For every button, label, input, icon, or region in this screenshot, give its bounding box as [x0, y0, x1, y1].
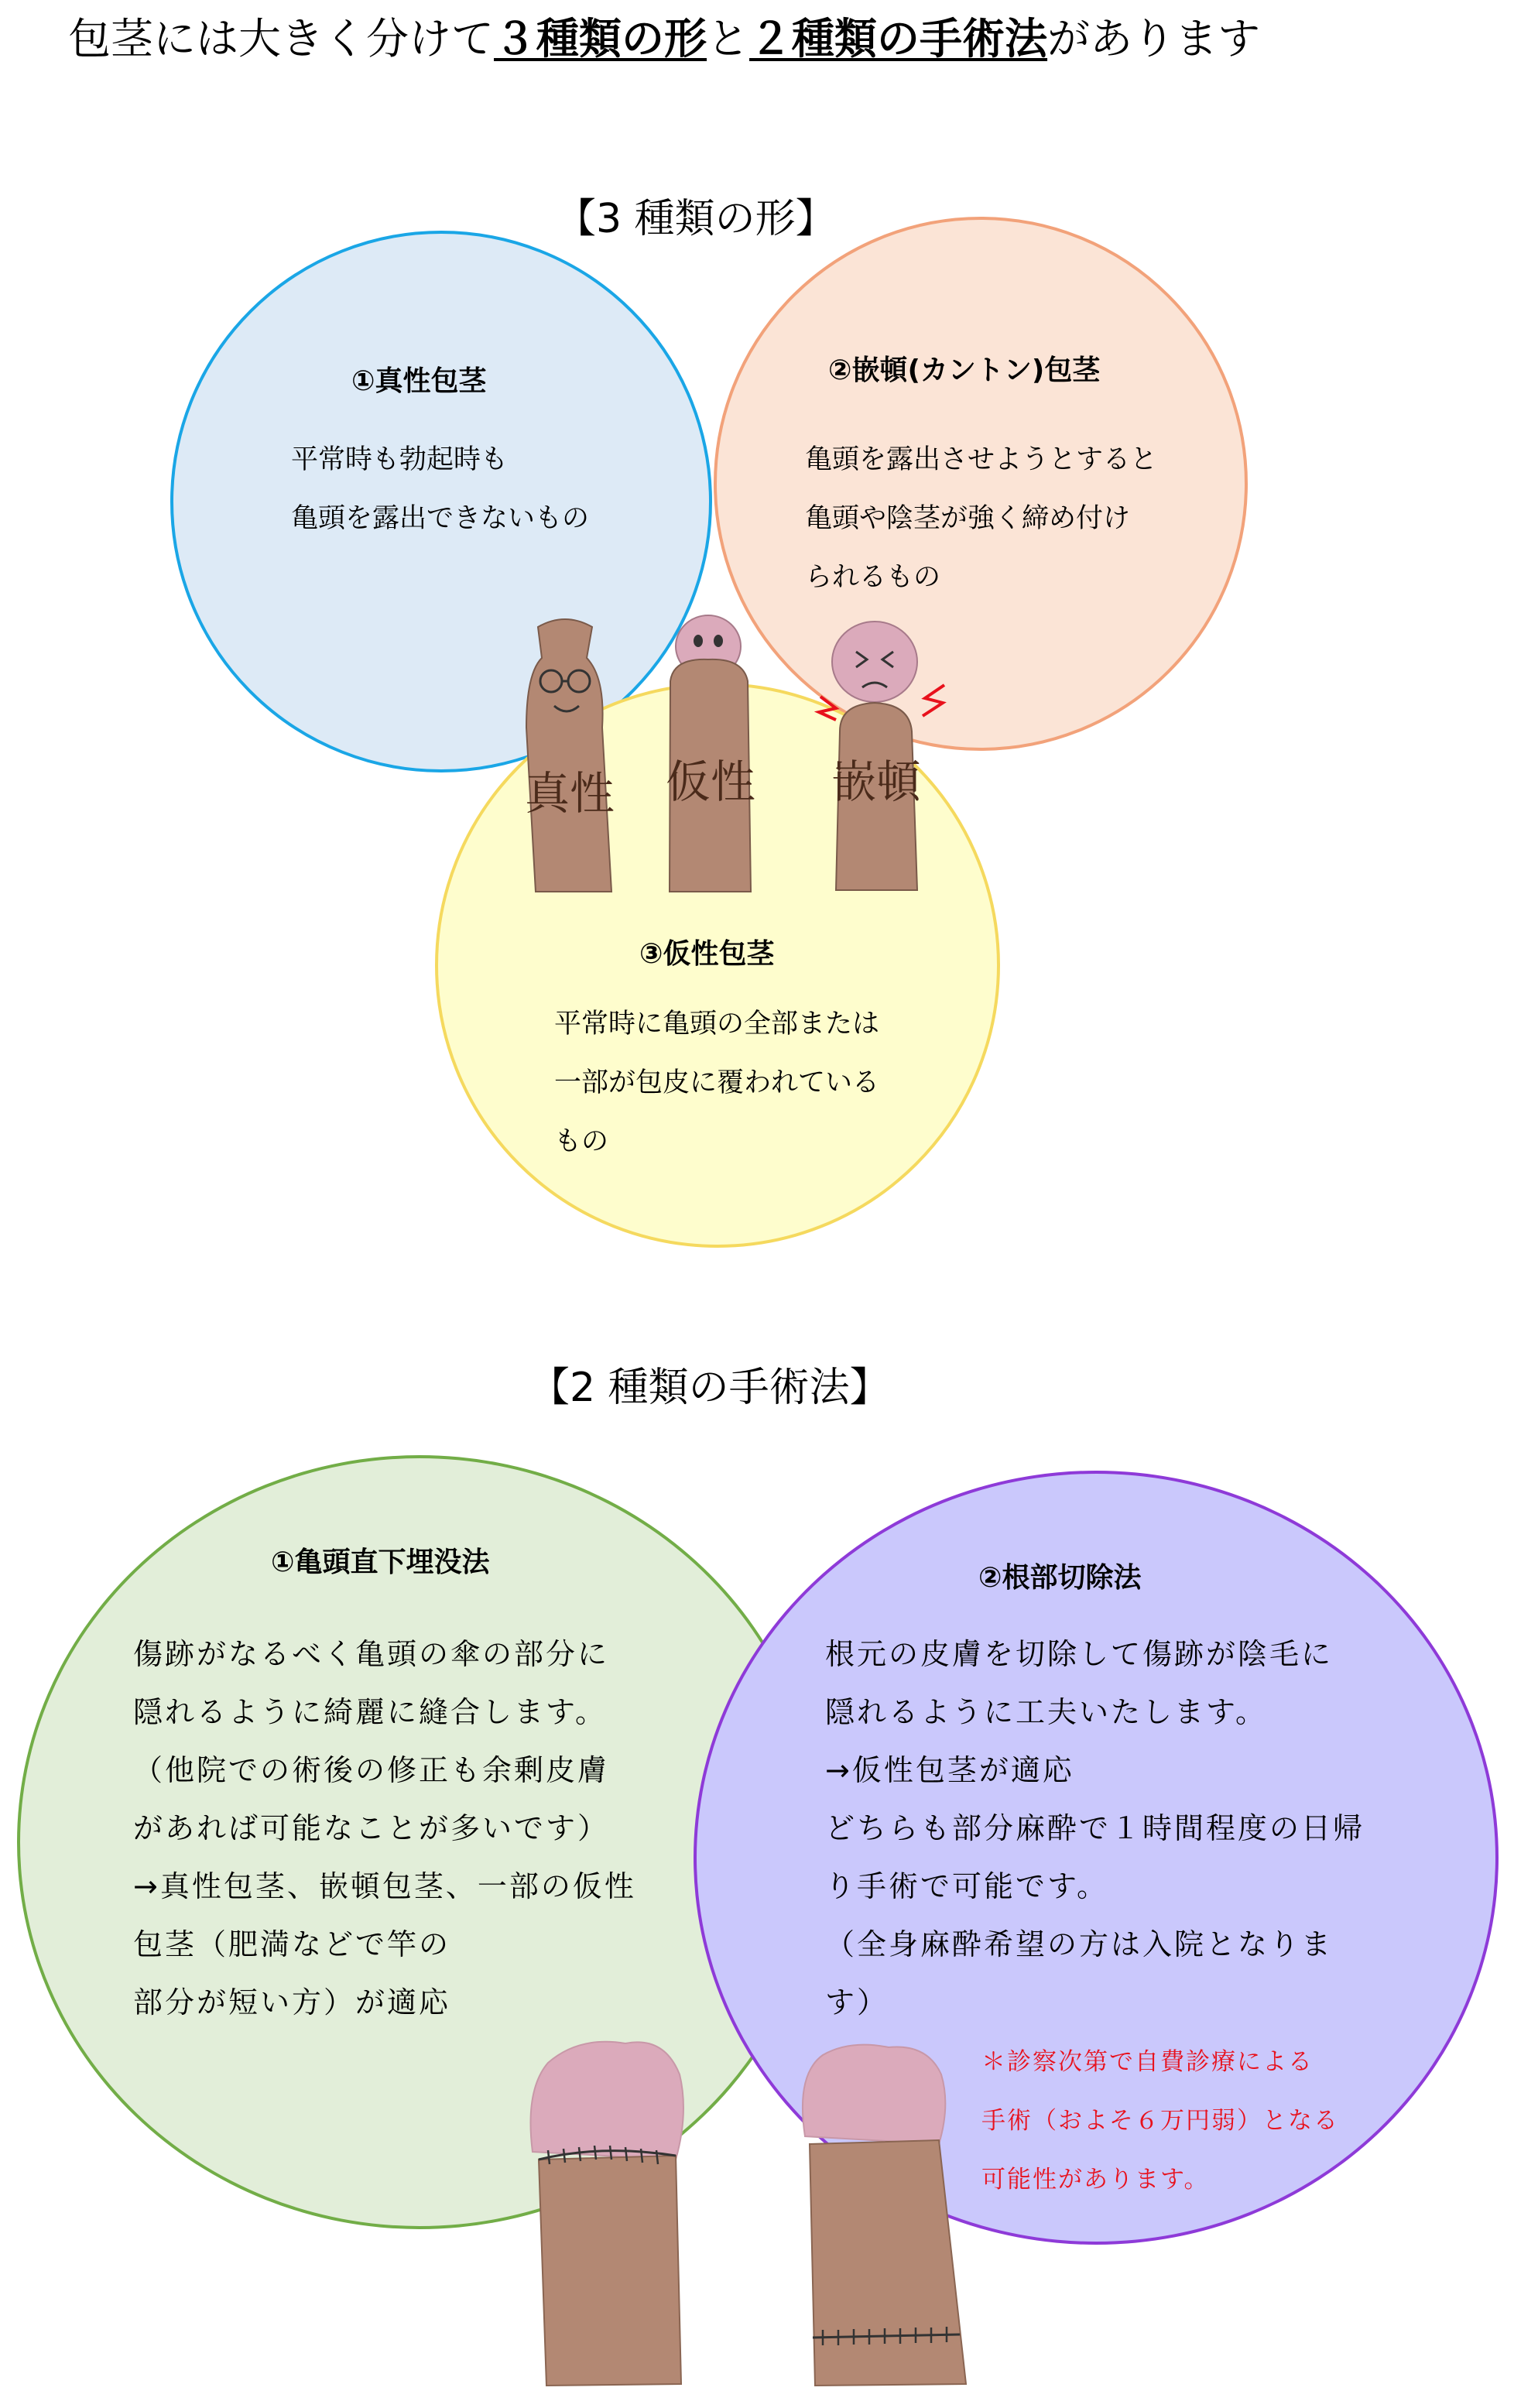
kitoujikka-title: ①亀頭直下埋没法: [271, 1547, 490, 1578]
cost-note: [981, 2033, 1339, 2209]
text-line: 隠れるように工夫いたします。: [825, 1695, 1267, 1729]
figure-label-kanton: 嵌頓: [831, 755, 922, 808]
text-line: 亀頭を露出できないもの: [291, 503, 590, 534]
headline-prefix: 包茎には大きく分けて: [68, 14, 495, 63]
figure-label-kasei: 仮性: [665, 755, 756, 808]
text-line: どちらも部分麻酔で１時間程度の日帰: [825, 1811, 1365, 1845]
shinsei-description: [291, 430, 589, 548]
text-line: られるもの: [805, 562, 941, 593]
konbu-result-figure: [803, 2045, 966, 2386]
text-line: 部分が短い方）が適応: [133, 1985, 451, 2019]
text-line: 平常時も勃起時も: [291, 444, 509, 475]
text-line: 一部が包皮に覆われている: [554, 1067, 880, 1098]
note-line: 手術（およそ６万円弱）となる: [981, 2107, 1339, 2135]
text-line: 亀頭を露出させようとすると: [805, 444, 1158, 475]
kanton-title: ②嵌頓(カントン)包茎: [828, 355, 1101, 386]
note-line: ＊診察次第で自費診療による: [981, 2048, 1314, 2076]
surgery-section-title: 【2 種類の手術法】: [529, 1365, 890, 1411]
text-line: 傷跡がなるべく亀頭の傘の部分に: [133, 1637, 610, 1671]
text-line: 包茎（肥満などで竿の: [133, 1927, 451, 1961]
text-line: もの: [554, 1126, 609, 1157]
headline-middle: と: [707, 14, 750, 63]
phimosis-figures-illustration: [495, 604, 968, 906]
pain-mark-icon: [819, 697, 836, 720]
kanton-figure: [819, 622, 944, 890]
kasei-description: [554, 995, 879, 1171]
shinsei-title: ①真性包茎: [351, 365, 487, 397]
text-line: （他院での術後の修正も余剰皮膚: [133, 1753, 610, 1787]
text-line: 根元の皮膚を切除して傷跡が陰毛に: [825, 1637, 1334, 1671]
glans-shape: [531, 2042, 683, 2160]
kitoujikka-result-figure: [531, 2042, 683, 2386]
shapes-section-title: 【3 種類の形】: [556, 196, 836, 242]
text-line: →仮性包茎が適応: [825, 1753, 1074, 1787]
text-line: があれば可能なことが多いです）: [133, 1811, 610, 1845]
kanton-description: [805, 430, 1157, 607]
headline-emphasis-surgery: ２種類の手術法: [749, 14, 1048, 63]
text-line: す）: [825, 1985, 889, 2019]
text-line: （全身麻酔希望の方は入院となりま: [825, 1927, 1334, 1961]
text-line: 隠れるように綺麗に縫合します。: [133, 1695, 607, 1729]
kasei-title: ③仮性包茎: [639, 938, 775, 970]
headline-suffix: があります: [1047, 14, 1261, 63]
shinsei-figure: [525, 619, 615, 892]
figure-label-shinsei: 真性: [524, 767, 615, 820]
note-line: 可能性があります。: [981, 2166, 1210, 2194]
kasei-figure: [666, 615, 755, 892]
headline-emphasis-shapes: ３種類の形: [494, 14, 707, 63]
konbu-description: [825, 1625, 1365, 2032]
kitoujikka-description: [133, 1625, 636, 2032]
surgery-figures-illustration: [517, 2028, 981, 2392]
text-line: り手術で可能です。: [825, 1869, 1108, 1903]
page-headline: [68, 9, 1260, 68]
text-line: →真性包茎、嵌頓包茎、一部の仮性: [133, 1869, 636, 1903]
text-line: 平常時に亀頭の全部または: [554, 1009, 880, 1040]
text-line: 亀頭や陰茎が強く締め付け: [805, 503, 1131, 534]
konbu-title: ②根部切除法: [978, 1562, 1142, 1594]
